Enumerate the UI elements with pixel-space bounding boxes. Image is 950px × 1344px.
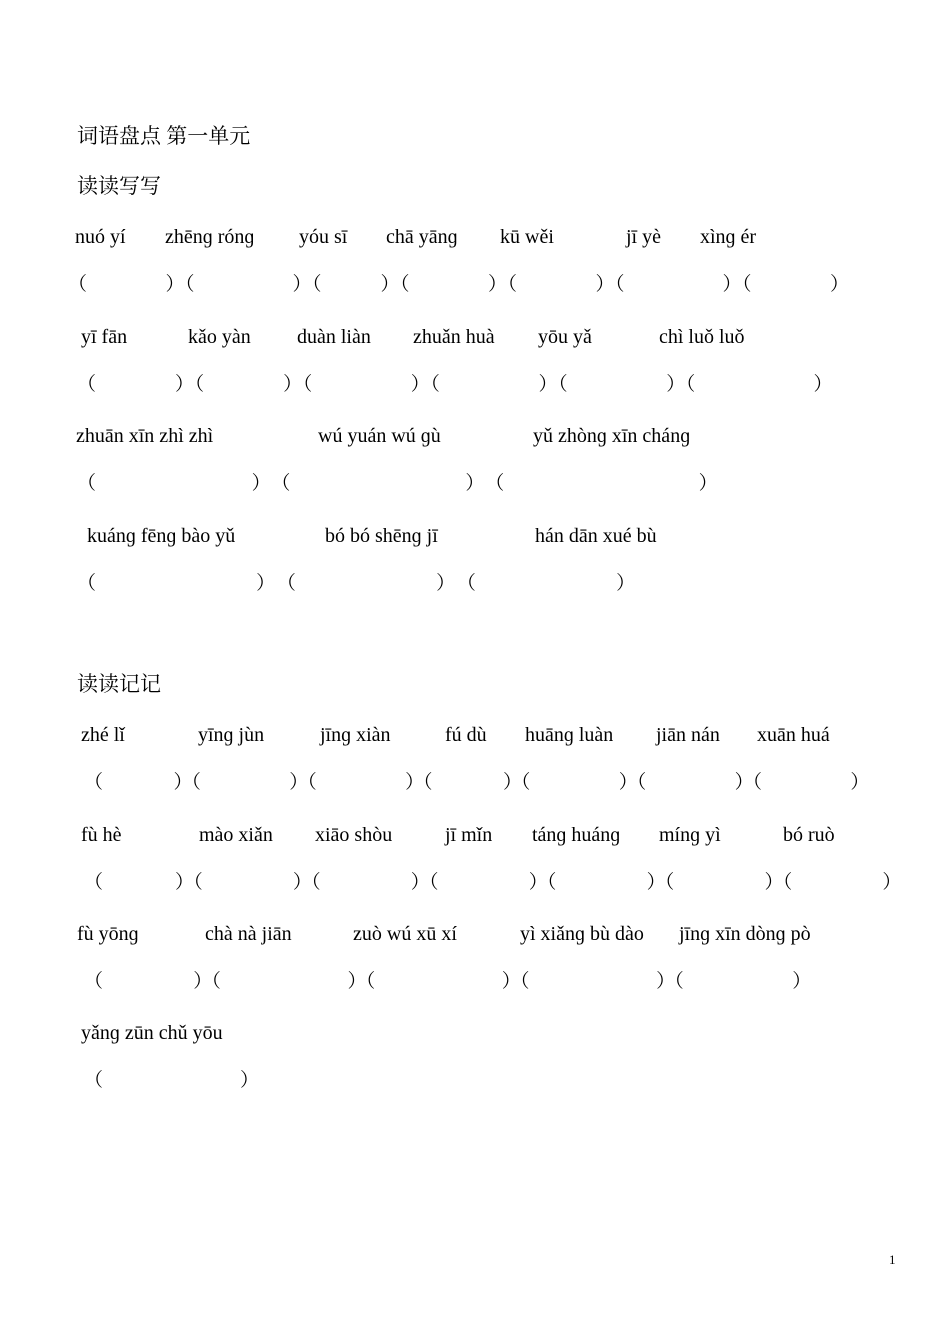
pinyin-item: yǎnɡ zūn chǔ yōu: [81, 1022, 223, 1044]
pinyin-item: yì xiǎnɡ bù dào: [520, 923, 644, 945]
pinyin-item: hán dān xué bù: [535, 525, 657, 547]
page-title: 词语盘点 第一单元: [77, 124, 251, 148]
pinyin-item: zhuǎn huà: [413, 326, 495, 348]
pinyin-item: yǔ zhònɡ xīn chánɡ: [533, 425, 691, 447]
pinyin-item: chā yānɡ: [386, 226, 458, 248]
answer-blanks-row[interactable]: （ ） （ ） （ ）: [77, 473, 719, 494]
pinyin-item: tánɡ huánɡ: [532, 824, 621, 846]
answer-blanks-row[interactable]: （ ）: [84, 1070, 260, 1091]
pinyin-item: xìnɡ ér: [700, 226, 757, 248]
pinyin-item: nuó yí: [75, 226, 126, 248]
pinyin-item: jīnɡ xiàn: [320, 724, 391, 746]
answer-blanks-row[interactable]: （ ）（ ）（ ）（ ）（ ）（ ）: [77, 374, 834, 395]
pinyin-item: kuánɡ fēnɡ bào yǔ: [87, 525, 236, 547]
pinyin-item: xuān huá: [757, 724, 830, 746]
pinyin-item: yīnɡ jùn: [198, 724, 265, 746]
pinyin-item: wú yuán wú ɡù: [318, 425, 441, 447]
pinyin-item: mínɡ yì: [659, 824, 721, 846]
answer-blanks-row[interactable]: （ ） （ ） （ ）: [77, 573, 637, 594]
answer-blanks-row[interactable]: （ ）（ ）（ ）（ ）（ ）（ ）（ ）: [84, 872, 901, 893]
pinyin-item: jiān nán: [656, 724, 720, 746]
pinyin-item: zhēnɡ rónɡ: [165, 226, 255, 248]
pinyin-item: zuò wú xū xí: [353, 923, 457, 945]
pinyin-item: fù hè: [81, 824, 122, 846]
section-heading-read-remember: 读读记记: [77, 672, 161, 696]
pinyin-item: kǎo yàn: [188, 326, 251, 348]
pinyin-item: jī mǐn: [445, 824, 493, 846]
pinyin-item: huānɡ luàn: [525, 724, 614, 746]
pinyin-item: bó bó shēnɡ jī: [325, 525, 438, 547]
pinyin-item: zhé lǐ: [81, 724, 125, 746]
pinyin-item: yōu yǎ: [538, 326, 592, 348]
pinyin-item: jīnɡ xīn dònɡ pò: [679, 923, 811, 945]
pinyin-item: fú dù: [445, 724, 487, 746]
pinyin-item: yī fān: [81, 326, 128, 348]
answer-blanks-row[interactable]: （ ）（ ）（ ）（ ）（ ）: [84, 971, 811, 992]
pinyin-item: kū wěi: [500, 226, 554, 248]
section-heading-read-write: 读读写写: [77, 174, 161, 198]
pinyin-item: fù yōnɡ: [77, 923, 139, 945]
pinyin-item: chà nà jiān: [205, 923, 292, 945]
pinyin-item: jī yè: [626, 226, 661, 248]
answer-blanks-row[interactable]: （ ）（ ）（ ）（ ）（ ）（ ）（ ）: [84, 772, 869, 793]
pinyin-item: duàn liàn: [297, 326, 371, 348]
pinyin-item: chì luǒ luǒ: [659, 326, 745, 348]
pinyin-item: yóu sī: [299, 226, 348, 248]
pinyin-item: zhuān xīn zhì zhì: [76, 425, 214, 447]
page-number: 1: [889, 1252, 896, 1267]
pinyin-item: mào xiǎn: [199, 824, 273, 846]
answer-blanks-row[interactable]: （ ）（ ）（ ）（ ）（ ）（ ）（ ）: [68, 274, 850, 295]
pinyin-item: bó ruò: [783, 824, 835, 846]
pinyin-item: xiāo shòu: [315, 824, 393, 846]
